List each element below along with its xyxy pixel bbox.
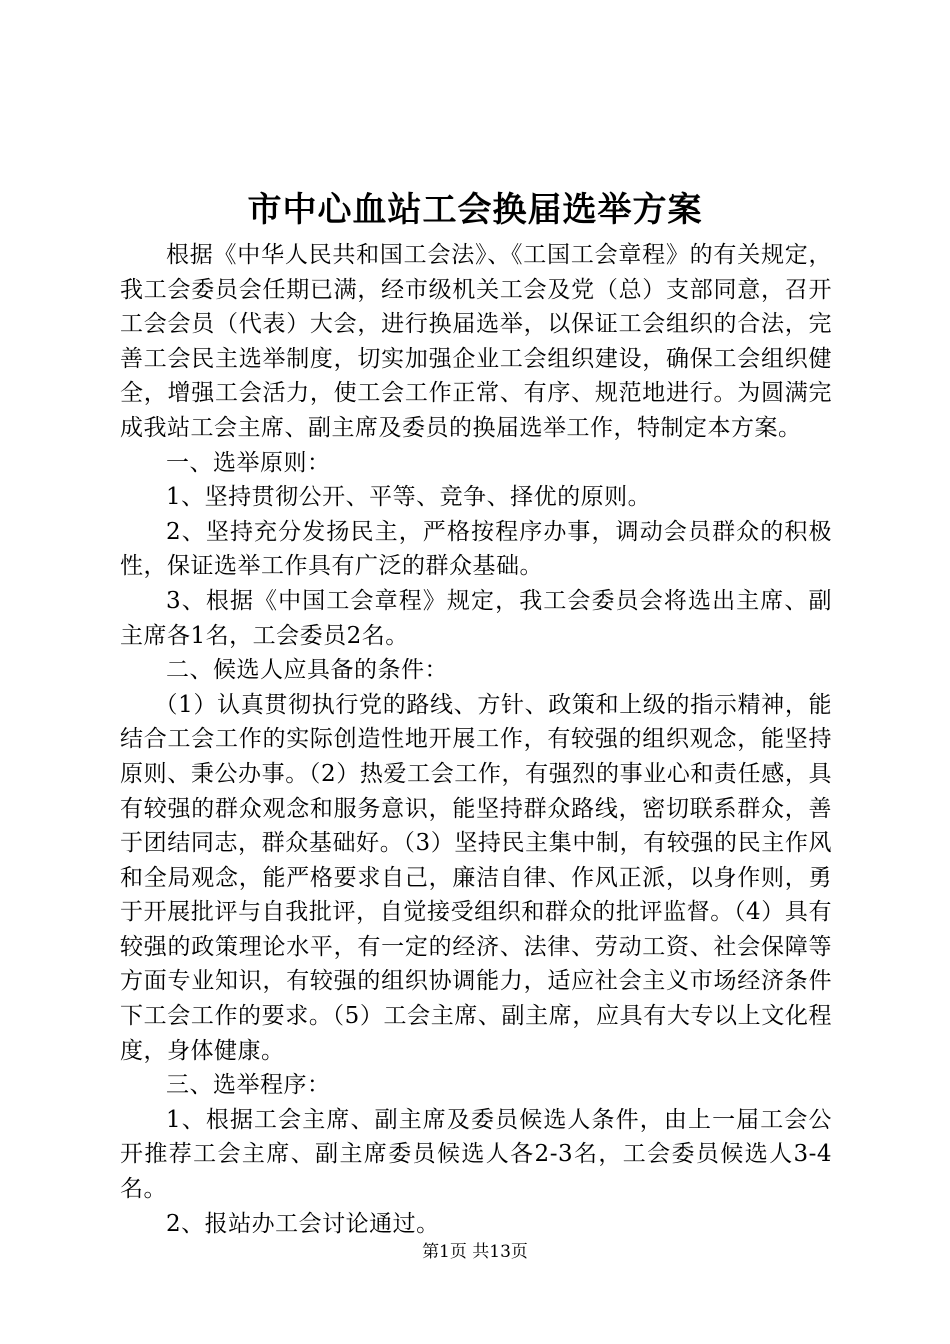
section-heading-conditions: 二、候选人应具备的条件：: [166, 657, 448, 684]
section-heading-principles: 一、选举原则：: [166, 449, 331, 476]
document-body: [120, 238, 832, 1241]
principle-item-1: 1、坚持贯彻公开、平等、竞争、择优的原则。: [166, 484, 652, 511]
page-indicator: 第1页 共13页: [422, 1242, 528, 1262]
intro-paragraph: 根据《中华人民共和国工会法》、《工国工会章程》的有关规定，我工会委员会任期已满，经市级机关工会及党（总）支部同意，召开工会会员（代表）大会，进行换届选举，以保证工会组织的合法，完善工会民主选举制度，切实加强企业工会组织建设，确保工会组织健全，增强工会活力，使工会工作正常、有序、规范地进行。为圆满完成我站工会主席、副主席及委员的换届选举工作，特制定本方案。: [120, 242, 832, 441]
conditions-paragraph: （1）认真贯彻执行党的路线、方针、政策和上级的指示精神，能结合工会工作的实际创造性地开展工作，有较强的组织观念，能坚持原则、秉公办事。（2）热爱工会工作，有强烈的事业心和责任感，具有较强的群众观念和服务意识，能坚持群众路线，密切联系群众，善于团结同志，群众基础好。（3）坚持民主集中制，有较强的民主作风和全局观念，能严格要求自己，廉洁自律、作风正派，以身作则，勇于开展批评与自我批评，自觉接受组织和群众的批评监督。（4）具有较强的政策理论水平，有一定的经济、法律、劳动工资、社会保障等方面专业知识，有较强的组织协调能力，适应社会主义市场经济条件下工会工作的要求。（5）工会主席、副主席，应具有大专以上文化程度，身体健康。: [120, 691, 832, 1064]
procedure-item-2: 2、报站办工会讨论通过。: [166, 1210, 440, 1237]
section-heading-procedure: 三、选举程序：: [166, 1072, 331, 1099]
document-title: 市中心血站工会换届选举方案: [247, 190, 703, 230]
principle-item-2: 2、坚持充分发扬民主，严格按程序办事，调动会员群众的积极性，保证选举工作具有广泛的群众基础。: [120, 518, 832, 580]
principle-item-3: 3、根据《中国工会章程》规定，我工会委员会将选出主席、副主席各1名，工会委员2名。: [120, 587, 832, 649]
procedure-item-1: 1、根据工会主席、副主席及委员候选人条件，由上一届工会公开推荐工会主席、副主席委员候选人各2-3名，工会委员候选人3-4名。: [120, 1106, 832, 1203]
